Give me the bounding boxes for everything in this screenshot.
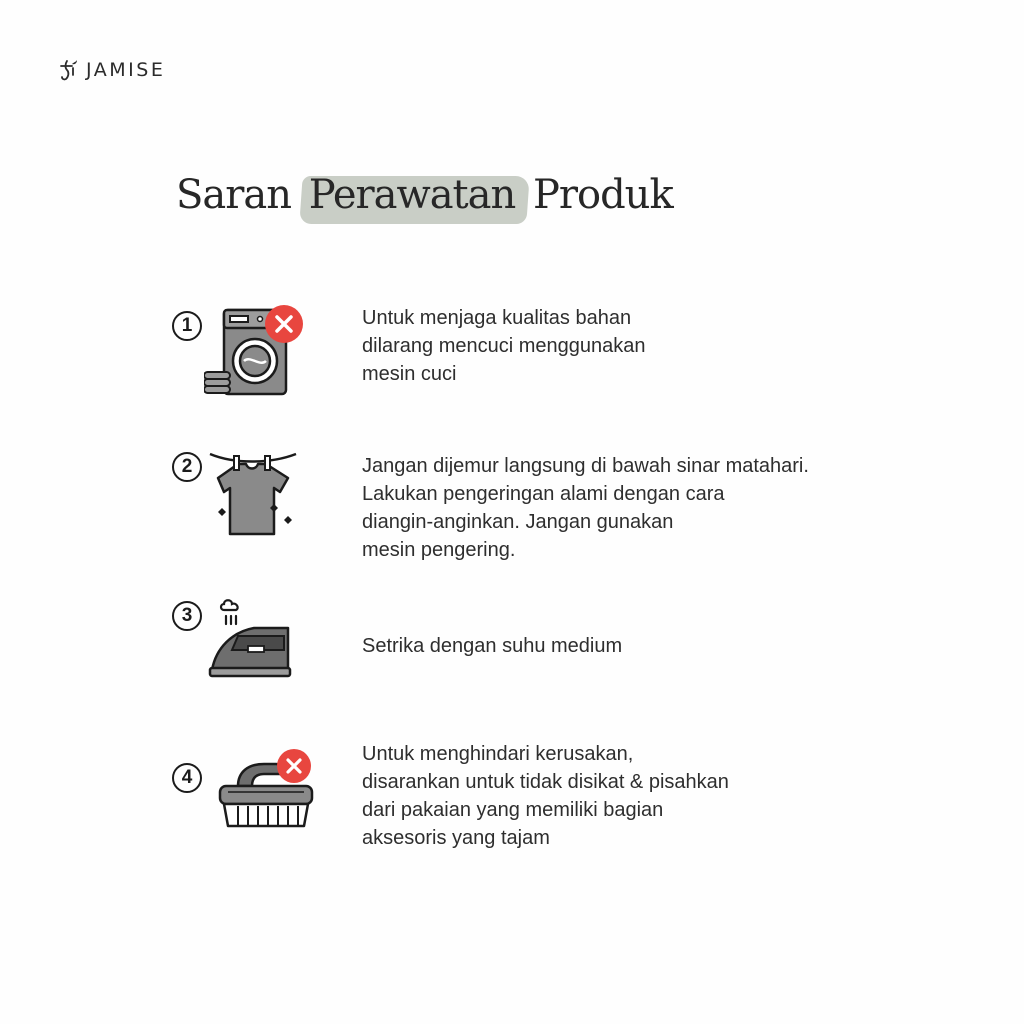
step-number: 3 bbox=[172, 601, 202, 631]
title-before: Saran bbox=[176, 172, 291, 218]
step-line: Untuk menghindari kerusakan, bbox=[362, 743, 634, 765]
jamise-logo-icon bbox=[58, 56, 80, 84]
step-line: diangin-anginkan. Jangan gunakan bbox=[362, 511, 674, 533]
steam-iron-icon bbox=[204, 596, 296, 678]
step-line: aksesoris yang tajam bbox=[362, 827, 550, 849]
step-line: Setrika dengan suhu medium bbox=[362, 635, 623, 657]
step-number: 1 bbox=[172, 311, 202, 341]
step-line: Lakukan pengeringan alami dengan cara bbox=[362, 483, 725, 505]
step-description bbox=[362, 304, 646, 388]
step-line: mesin pengering. bbox=[362, 539, 516, 561]
title-highlight: Perawatan bbox=[303, 172, 522, 218]
step-line: Untuk menjaga kualitas bahan bbox=[362, 307, 632, 329]
step-line: Jangan dijemur langsung di bawah sinar matahari. bbox=[362, 455, 809, 477]
step-description bbox=[362, 632, 622, 660]
step-description bbox=[362, 452, 809, 564]
step-line: dari pakaian yang memiliki bagian bbox=[362, 799, 664, 821]
step-line: mesin cuci bbox=[362, 363, 457, 385]
title-after: Produk bbox=[532, 172, 673, 218]
step-number: 4 bbox=[172, 763, 202, 793]
shirt-on-clothesline-icon bbox=[204, 448, 300, 540]
step-description bbox=[362, 740, 729, 852]
washing-machine-prohibited-icon bbox=[204, 304, 308, 400]
step-number: 2 bbox=[172, 452, 202, 482]
page-title bbox=[176, 172, 673, 218]
brand bbox=[58, 56, 165, 84]
brush-prohibited-icon bbox=[204, 746, 316, 836]
brand-name: JAMISE bbox=[86, 59, 166, 81]
step-line: dilarang mencuci menggunakan bbox=[362, 335, 646, 357]
step-line: disarankan untuk tidak disikat & pisahkan bbox=[362, 771, 729, 793]
